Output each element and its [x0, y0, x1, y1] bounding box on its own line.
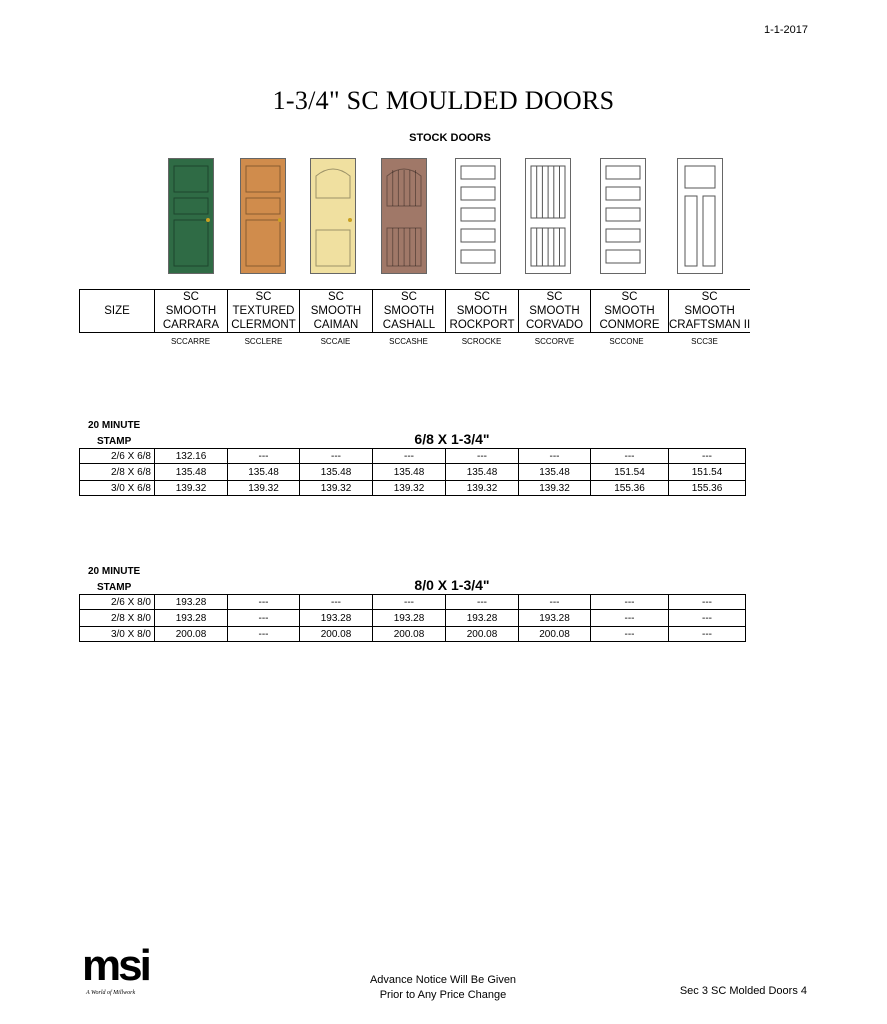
door-image-corvado [525, 158, 571, 274]
price-cell: --- [519, 449, 591, 464]
table-row [80, 481, 746, 496]
section-page-label: Sec 3 SC Molded Doors 4 [679, 985, 807, 997]
door-image-clermont [240, 158, 286, 274]
size-cell: 3/0 X 8/0 [80, 627, 155, 642]
size-header: SIZE [80, 290, 155, 333]
price-cell: --- [669, 610, 746, 627]
door-image-carrara [168, 158, 214, 274]
table-row [80, 627, 746, 642]
table-row [80, 610, 746, 627]
price-cell: 193.28 [519, 610, 591, 627]
section-heading-6-8: 6/8 X 1-3/4" [414, 431, 490, 447]
stamp-label-1: 20 MINUTE [88, 420, 141, 431]
price-cell: 135.48 [228, 464, 300, 481]
notice-line-2: Prior to Any Price Change [379, 989, 507, 1001]
page-title: 1-3/4" SC MOULDED DOORS [272, 86, 615, 115]
size-cell: 2/8 X 8/0 [80, 610, 155, 627]
price-cell: 193.28 [373, 610, 446, 627]
price-table-8-0 [79, 594, 746, 642]
logo-wordmark: msi [82, 941, 149, 990]
price-cell: 135.48 [155, 464, 228, 481]
price-cell: 200.08 [519, 627, 591, 642]
price-cell: 200.08 [373, 627, 446, 642]
price-cell: 135.48 [373, 464, 446, 481]
stamp-label-2: STAMP [97, 436, 132, 447]
door-style-header: SC SMOOTH CARRARA [155, 290, 228, 333]
price-cell: 155.36 [669, 481, 746, 496]
price-cell: 139.32 [373, 481, 446, 496]
price-cell: --- [300, 449, 373, 464]
door-image-caiman [310, 158, 356, 274]
door-style-header: SC SMOOTH CONMORE [591, 290, 669, 333]
price-cell: --- [669, 627, 746, 642]
price-cell: 193.28 [446, 610, 519, 627]
price-cell: --- [591, 595, 669, 610]
price-cell: 193.28 [300, 610, 373, 627]
price-cell: --- [300, 595, 373, 610]
price-cell: 135.48 [300, 464, 373, 481]
size-cell: 2/6 X 6/8 [80, 449, 155, 464]
price-cell: --- [228, 627, 300, 642]
door-style-header: SC TEXTURED CLERMONT [228, 290, 300, 333]
price-cell: 200.08 [155, 627, 228, 642]
price-cell: --- [446, 449, 519, 464]
logo-tagline: A World of Millwork [86, 990, 136, 996]
price-cell: 193.28 [155, 610, 228, 627]
price-cell: 200.08 [446, 627, 519, 642]
price-cell: 193.28 [155, 595, 228, 610]
door-code: SCCARRE [170, 337, 211, 346]
price-cell: --- [228, 610, 300, 627]
stock-doors-heading: STOCK DOORS [409, 132, 491, 144]
stamp-label-1: 20 MINUTE [88, 566, 141, 577]
door-style-header: SC SMOOTH CAIMAN [300, 290, 373, 333]
price-cell: --- [373, 595, 446, 610]
price-cell: --- [228, 595, 300, 610]
table-row [80, 449, 746, 464]
price-cell: 135.48 [519, 464, 591, 481]
price-table-6-8 [79, 448, 746, 496]
door-code: SCCONE [609, 337, 644, 346]
size-cell: 2/6 X 8/0 [80, 595, 155, 610]
door-code: SCCAIE [320, 337, 351, 346]
price-cell: --- [669, 449, 746, 464]
door-style-header: SC SMOOTH CORVADO [519, 290, 591, 333]
door-style-header-table [79, 289, 750, 333]
page-date: 1-1-2017 [763, 24, 808, 36]
price-cell: 139.32 [300, 481, 373, 496]
door-style-header: SC SMOOTH ROCKPORT [446, 290, 519, 333]
door-style-header: SC SMOOTH CASHALL [373, 290, 446, 333]
door-code: SCROCKE [461, 337, 502, 346]
price-change-notice [290, 973, 596, 1003]
price-cell: --- [669, 595, 746, 610]
door-style-header: SC SMOOTH CRAFTSMAN II [669, 291, 751, 331]
size-cell: 3/0 X 6/8 [80, 481, 155, 496]
price-cell: 151.54 [669, 464, 746, 481]
price-cell: --- [591, 610, 669, 627]
price-cell: --- [446, 595, 519, 610]
price-cell: 132.16 [155, 449, 228, 464]
door-image-craftsman [677, 158, 723, 274]
table-row [80, 595, 746, 610]
door-code: SCCLERE [244, 337, 283, 346]
price-cell: 139.32 [155, 481, 228, 496]
price-cell: 139.32 [446, 481, 519, 496]
price-cell: --- [591, 627, 669, 642]
section-heading-8-0: 8/0 X 1-3/4" [414, 577, 490, 593]
notice-line-1: Advance Notice Will Be Given [369, 974, 517, 986]
price-cell: 139.32 [519, 481, 591, 496]
door-code: SCCASHE [389, 337, 428, 346]
price-cell: --- [373, 449, 446, 464]
price-cell: --- [519, 595, 591, 610]
door-code: SCCORVE [534, 337, 575, 346]
price-cell: --- [228, 449, 300, 464]
door-image-conmore [600, 158, 646, 274]
door-code: SCC3E [691, 337, 718, 346]
price-cell: 200.08 [300, 627, 373, 642]
stamp-label-2: STAMP [97, 582, 132, 593]
door-image-rockport [455, 158, 501, 274]
price-cell: 151.54 [591, 464, 669, 481]
price-cell: 155.36 [591, 481, 669, 496]
size-cell: 2/8 X 6/8 [80, 464, 155, 481]
door-image-cashall [381, 158, 427, 274]
price-cell: 139.32 [228, 481, 300, 496]
price-cell: 135.48 [446, 464, 519, 481]
price-cell: --- [591, 449, 669, 464]
msi-logo [82, 941, 149, 996]
table-row [80, 464, 746, 481]
